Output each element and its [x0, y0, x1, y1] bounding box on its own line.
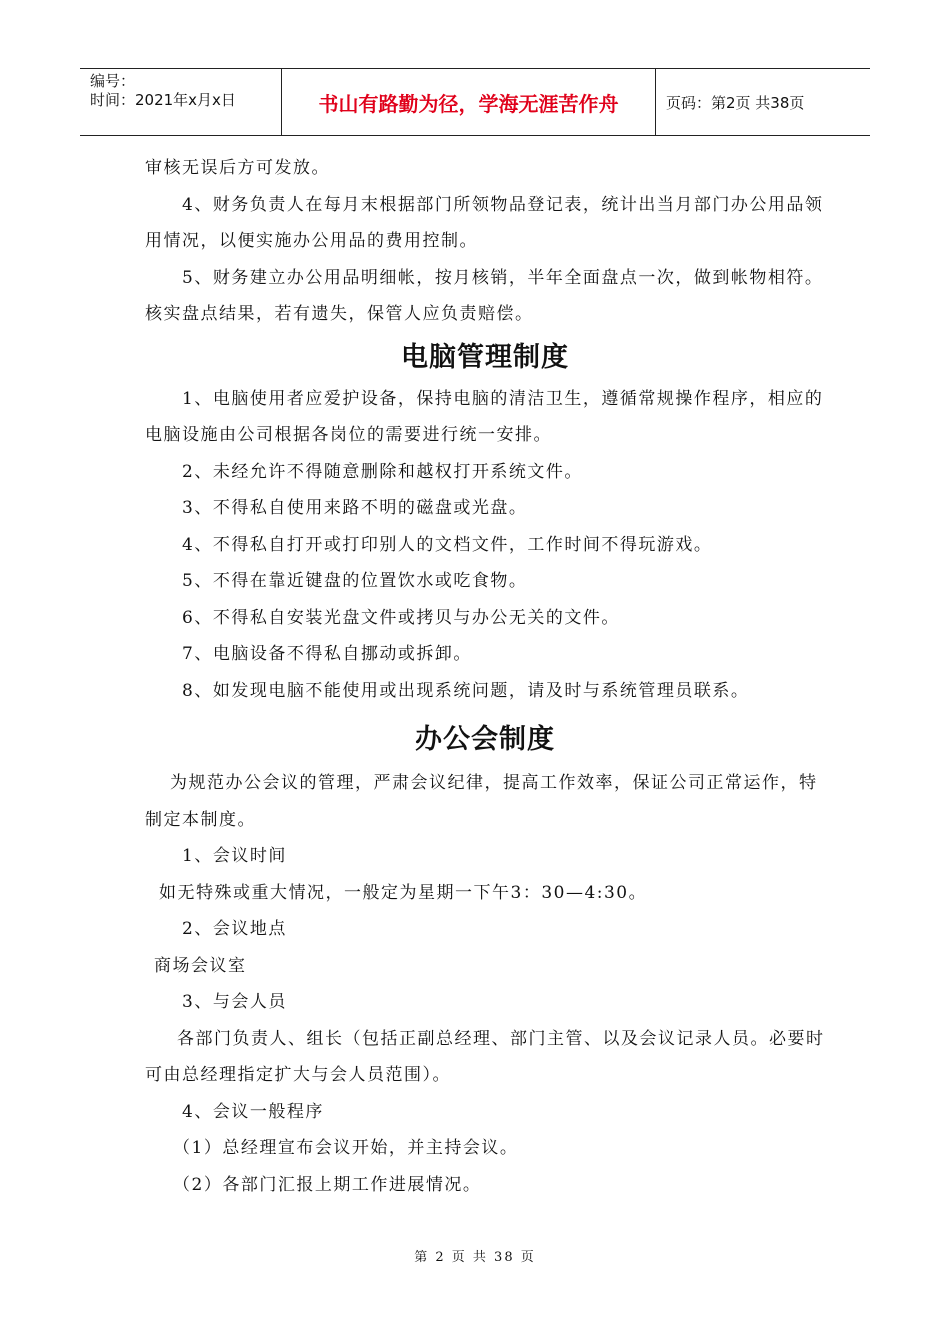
section-title-meeting-rules: 办公会制度: [415, 724, 555, 755]
document-body: [145, 150, 825, 1203]
header-page-info: 页码：第2页 共38页: [666, 93, 805, 112]
meeting-intro: 为规范办公会议的管理，严肃会议纪律，提高工作效率，保证公司正常运作，特制定本制度。: [145, 773, 818, 830]
rule-item: 4、不得私自打开或打印别人的文档文件，工作时间不得玩游戏。: [182, 534, 713, 555]
number-label: 编号：: [90, 72, 136, 90]
meeting-item-title: 2、会议地点: [182, 919, 287, 939]
meeting-item-title: 1、会议时间: [182, 846, 287, 866]
rule-item: 6、不得私自安装光盘文件或拷贝与办公无关的文件。: [182, 607, 620, 628]
meeting-item-text: 如无特殊或重大情况，一般定为星期一下午3：30—4:30。: [159, 882, 648, 903]
header-meta: [80, 69, 282, 135]
rule-item: 8、如发现电脑不能使用或出现系统问题，请及时与系统管理员联系。: [182, 680, 750, 701]
meeting-item-text: 商场会议室: [154, 955, 247, 976]
date-label: 时间：2021年x月x日: [90, 91, 236, 109]
paragraph: 审核无误后方可发放。: [145, 158, 330, 178]
rule-item: 5、不得在靠近键盘的位置饮水或吃食物。: [182, 571, 528, 591]
page-footer: 第 2 页 共 38 页: [414, 1250, 536, 1265]
meeting-item-text: 各部门负责人、组长（包括正副总经理、部门主管、以及会议记录人员。必要时可由总经理指定扩大与会人员范围）。: [145, 1028, 825, 1085]
page-header: [80, 68, 870, 136]
paragraph: 4、财务负责人在每月末根据部门所领物品登记表，统计出当月部门办公用品领用情况，以便实施办公用品的费用控制。: [145, 194, 824, 251]
meeting-sub-item: （1）总经理宣布会议开始，并主持会议。: [173, 1138, 519, 1158]
header-motto: 书山有路勤为径，学海无涯苦作舟: [282, 69, 656, 135]
rule-item: 2、未经允许不得随意删除和越权打开系统文件。: [182, 461, 583, 482]
meeting-sub-item: （2）各部门汇报上期工作进展情况。: [173, 1174, 482, 1195]
rule-item: 3、不得私自使用来路不明的磁盘或光盘。: [182, 498, 528, 518]
meeting-item-title: 3、与会人员: [182, 992, 287, 1012]
meeting-item-title: 4、会议一般程序: [182, 1101, 324, 1122]
section-title-computer-rules: 电脑管理制度: [401, 341, 569, 373]
paragraph: 5、财务建立办公用品明细帐，按月核销，半年全面盘点一次，做到帐物相符。核实盘点结果，若有遗失，保管人应负责赔偿。: [145, 267, 824, 324]
rule-item: 7、电脑设备不得私自挪动或拆卸。: [182, 644, 472, 664]
rule-item: 1、电脑使用者应爱护设备，保持电脑的清洁卫生，遵循常规操作程序，相应的电脑设施由公司根据各岗位的需要进行统一安排。: [145, 388, 824, 445]
